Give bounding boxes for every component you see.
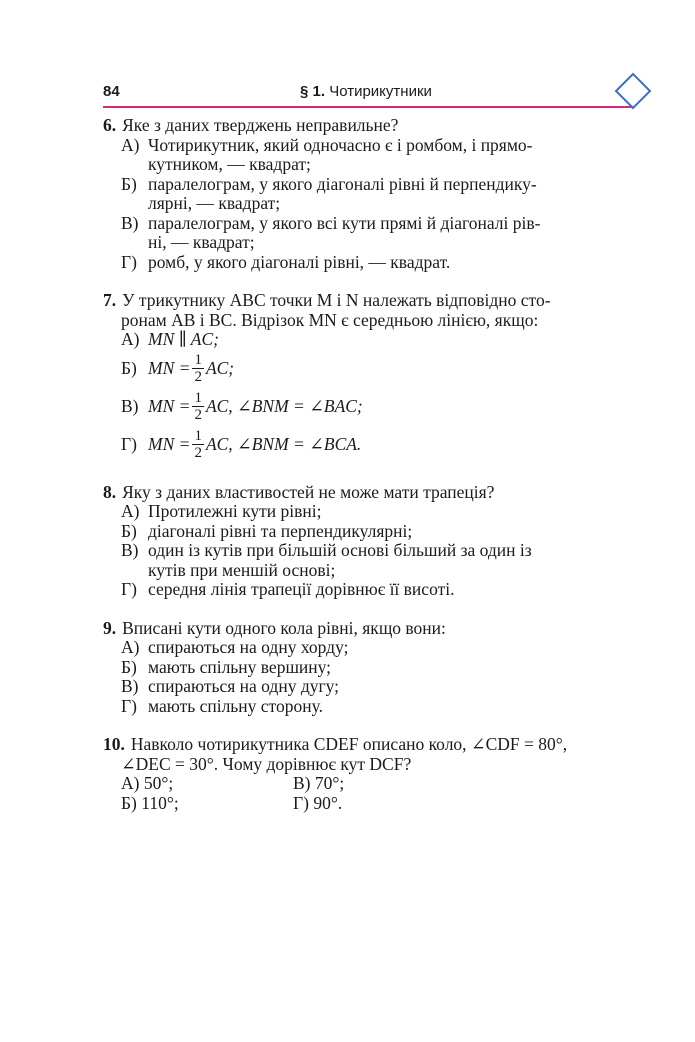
option-d: Г) 90°. xyxy=(293,792,343,813)
question-number: 7. xyxy=(103,290,117,310)
fraction xyxy=(192,428,204,461)
option-text: спираються на одну дугу; xyxy=(148,676,340,696)
option-b xyxy=(103,658,643,678)
question-9 xyxy=(103,619,643,717)
numerator: 1 xyxy=(194,352,202,368)
option-label: Б) xyxy=(121,357,137,378)
option-c xyxy=(103,677,643,697)
question-7 xyxy=(103,291,643,464)
numerator: 1 xyxy=(194,428,202,444)
option-label: А) xyxy=(121,329,140,349)
option-c xyxy=(103,388,643,426)
option-a-cont: кутником, — квадрат; xyxy=(148,154,311,174)
exercise-list xyxy=(103,116,643,813)
option-c: В) 70°; xyxy=(293,773,345,793)
option-a xyxy=(103,136,643,156)
option-label: А) xyxy=(121,134,140,155)
option-d xyxy=(103,697,643,717)
option-text: середня лінія трапеції дорівнює її висоті. xyxy=(148,579,455,599)
option-d xyxy=(103,253,643,273)
option-text: один із кутів при більшій основі більший за один із xyxy=(148,540,532,560)
option-text: паралелограм, у якого всі кути прямі й діагоналі рів- xyxy=(148,212,541,233)
option-c-cont: ні, — квадрат; xyxy=(148,232,255,252)
question-text-cont: ∠DEC = 30°. Чому дорівнює кут DCF? xyxy=(121,753,412,774)
question-10 xyxy=(103,735,643,813)
option-label: Б) xyxy=(121,656,137,677)
page-header xyxy=(103,83,633,105)
denominator: 2 xyxy=(194,369,202,385)
option-label: Б) xyxy=(121,520,137,541)
fraction xyxy=(192,390,204,423)
option-text: MN ∥ AC; xyxy=(148,329,219,349)
question-text: Яку з даних властивостей не може мати трапеція? xyxy=(122,481,495,502)
option-a: А) 50°; xyxy=(121,773,174,793)
question-6 xyxy=(103,116,643,272)
page-number: 84 xyxy=(103,83,120,100)
formula-right: AC, ∠BNM = ∠BAC; xyxy=(205,395,363,416)
fraction xyxy=(192,352,204,385)
question-text-cont: ронам AB і BC. Відрізок MN є середньою лінією, якщо: xyxy=(121,309,539,330)
section-title xyxy=(300,83,432,100)
option-text: діагоналі рівні та перпендикулярні; xyxy=(148,520,413,541)
option-b xyxy=(103,522,643,542)
question-number: 8. xyxy=(103,481,117,502)
option-d xyxy=(103,426,643,464)
option-b xyxy=(103,175,643,195)
formula-left: MN = xyxy=(148,395,191,416)
option-d xyxy=(103,580,643,600)
option-b: Б) 110°; xyxy=(121,792,179,813)
denominator: 2 xyxy=(194,407,202,423)
option-label: А) xyxy=(121,637,140,657)
formula-left: MN = xyxy=(148,433,191,454)
option-text: Чотирикутник, який одночасно є і ромбом, і прямо- xyxy=(148,134,533,155)
option-label: Г) xyxy=(121,579,137,599)
option-c xyxy=(103,214,643,234)
option-text: спираються на одну хорду; xyxy=(148,637,349,657)
formula-right: AC, ∠BNM = ∠BCA. xyxy=(205,433,362,454)
option-label: В) xyxy=(121,540,139,560)
option-b-cont: лярні, — квадрат; xyxy=(148,193,281,213)
option-a xyxy=(103,502,643,522)
option-label: А) xyxy=(121,501,140,521)
option-b xyxy=(103,350,643,388)
option-label: Г) xyxy=(121,433,137,454)
diamond-icon xyxy=(614,72,652,110)
option-text: мають спільну сторону. xyxy=(148,695,323,716)
question-number: 6. xyxy=(103,115,117,135)
question-number: 10. xyxy=(103,734,125,754)
question-text: У трикутнику ABC точки M і N належать відповідно сто- xyxy=(122,290,551,310)
option-label: В) xyxy=(121,212,139,233)
section-name: Чотирикутники xyxy=(329,83,432,100)
section-mark: § 1. xyxy=(300,83,326,100)
formula-right: AC; xyxy=(205,357,235,378)
formula-left: MN = xyxy=(148,357,191,378)
option-label: Г) xyxy=(121,251,137,272)
option-a xyxy=(103,638,643,658)
option-c-cont: кутів при меншій основі; xyxy=(148,559,336,580)
question-8 xyxy=(103,483,643,600)
option-label: В) xyxy=(121,395,139,416)
option-c xyxy=(103,541,643,561)
header-rule xyxy=(103,106,633,108)
question-number: 9. xyxy=(103,617,117,638)
numerator: 1 xyxy=(194,390,202,406)
option-a xyxy=(103,330,643,350)
answer-grid xyxy=(103,774,643,813)
option-label: Б) xyxy=(121,173,137,194)
option-label: В) xyxy=(121,676,139,696)
option-label: Г) xyxy=(121,695,137,716)
denominator: 2 xyxy=(194,445,202,461)
option-text: Протилежні кути рівні; xyxy=(148,501,322,521)
question-text: Вписані кути одного кола рівні, якщо вони: xyxy=(122,617,446,638)
question-text: Яке з даних тверджень неправильне? xyxy=(122,115,399,135)
option-text: мають спільну вершину; xyxy=(148,656,332,677)
question-text: Навколо чотирикутника CDEF описано коло, ∠CDF = 80°, xyxy=(130,734,568,754)
option-text: ромб, у якого діагоналі рівні, — квадрат. xyxy=(148,251,451,272)
option-text: паралелограм, у якого діагоналі рівні й перпендику- xyxy=(148,173,537,194)
